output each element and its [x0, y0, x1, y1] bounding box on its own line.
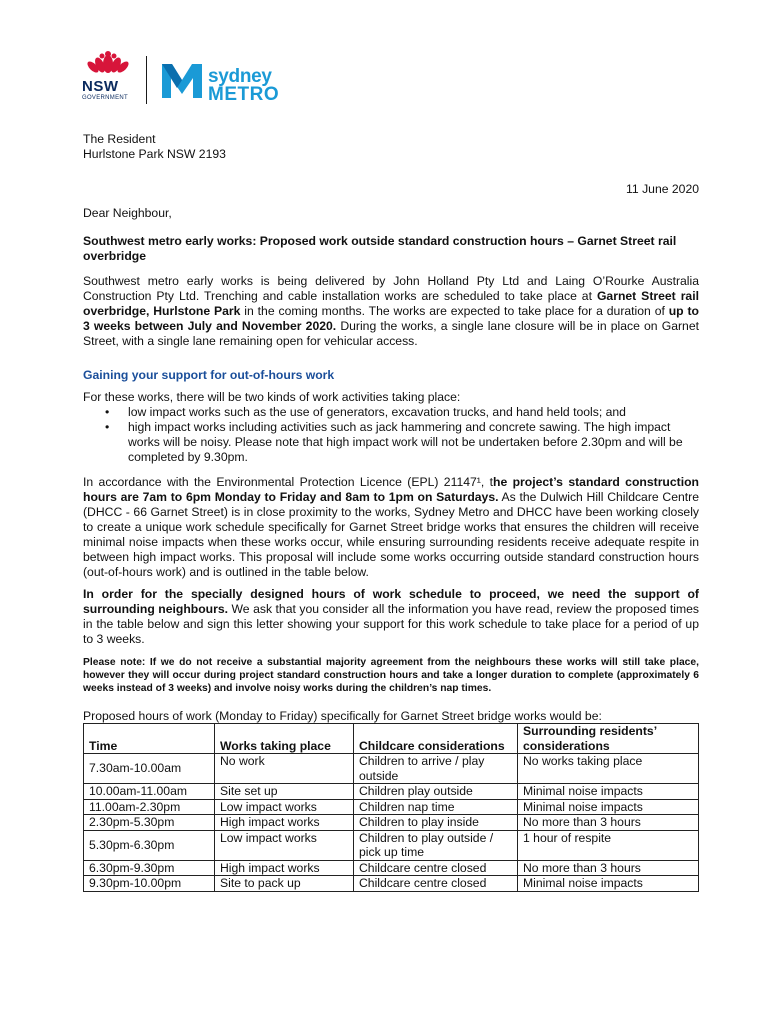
epl-text-c: As the Dulwich Hill Childcare Centre (DHCC - 66 Garnet Street) is in close proximity to the works, Sydney Metro and DHCC have been working closely to create a unique work schedule specifically for Garnet Street bridge works that ensures the children will receive minimal noise impacts when these works occur, while ensuring surrounding residents receive adequate respite in between high impact works. This proposal will include some works occurring outside standard construction hours (out-of-hours work) and is outlined in the table below. — [83, 490, 699, 579]
cell-time: 6.30pm-9.30pm — [84, 860, 215, 876]
nsw-logo-text: NSW — [82, 78, 119, 95]
table-row — [84, 784, 699, 800]
metro-logo-line2: METRO — [208, 84, 280, 105]
cell-residents: Minimal noise impacts — [518, 876, 699, 892]
cell-residents: 1 hour of respite — [518, 830, 699, 860]
cell-childcare: Children to play inside — [354, 815, 518, 831]
table-row — [84, 799, 699, 815]
address-line-1: The Resident — [83, 132, 156, 146]
cell-works: Site set up — [215, 784, 354, 800]
cell-residents: Minimal noise impacts — [518, 799, 699, 815]
cell-works: Low impact works — [215, 830, 354, 860]
cell-childcare: Childcare centre closed — [354, 860, 518, 876]
cell-residents: No more than 3 hours — [518, 860, 699, 876]
list-item: • low impact works such as the use of generators, excavation trucks, and hand held tools; and — [83, 405, 699, 420]
table-row — [84, 830, 699, 860]
cell-works: No work — [215, 754, 354, 784]
address-line-2: Hurlstone Park NSW 2193 — [83, 147, 226, 161]
table-header-row — [84, 724, 699, 754]
cell-time: 7.30am-10.00am — [84, 754, 215, 784]
header-residents: Surrounding residents’ considerations — [518, 724, 699, 754]
cell-works: High impact works — [215, 860, 354, 876]
cell-time: 11.00am-2.30pm — [84, 799, 215, 815]
header-works: Works taking place — [215, 724, 354, 754]
intro-text-e: During the works, a single lane closure will be in place on Garnet Street, with a single lane remaining open for vehicular access. — [83, 319, 699, 348]
metro-m-icon — [160, 58, 204, 102]
intro-duration: up to 3 weeks between July and November 2020. — [83, 304, 700, 333]
cell-childcare: Children play outside — [354, 784, 518, 800]
intro-text-c: in the coming months. The works are expected to take place for a duration of — [240, 304, 669, 318]
cell-works: Low impact works — [215, 799, 354, 815]
support-request: In order for the specially designed hours of work schedule to proceed, we need the support of surrounding neighbours. — [83, 587, 699, 616]
epl-text-a: In accordance with the Environmental Protection Licence (EPL) 21147¹, t — [83, 475, 493, 489]
table-caption: Proposed hours of work (Monday to Friday) specifically for Garnet Street bridge works would be: — [83, 709, 602, 723]
metro-logo-line1: sydney — [208, 66, 272, 87]
cell-residents: Minimal noise impacts — [518, 784, 699, 800]
cell-works: High impact works — [215, 815, 354, 831]
cell-residents: No works taking place — [518, 754, 699, 784]
section-heading: Gaining your support for out-of-hours work — [83, 368, 335, 382]
epl-standard-hours: he project’s standard construction hours are 7am to 6pm Monday to Friday and 8am to 1pm on Saturdays. — [83, 475, 699, 504]
hours-table — [83, 723, 699, 892]
table-row — [84, 754, 699, 784]
cell-childcare: Children nap time — [354, 799, 518, 815]
recipient-address — [83, 132, 699, 162]
activities-intro: For these works, there will be two kinds of work activities taking place: — [83, 390, 461, 404]
cell-childcare: Children to arrive / play outside — [354, 754, 518, 784]
epl-paragraph — [83, 475, 699, 580]
list-item: • high impact works including activities such as jack hammering and concrete sawing. The high impact works will be noisy. Please note that high impact work will not be undertaken before 2.30pm and will be completed by 9.30pm. — [83, 420, 699, 465]
cell-childcare: Children to play outside / pick up time — [354, 830, 518, 860]
activities-list — [83, 405, 699, 465]
intro-location: Garnet Street rail overbridge, Hurlstone Park — [83, 289, 699, 318]
nsw-government-logo — [80, 50, 136, 106]
cell-childcare: Childcare centre closed — [354, 876, 518, 892]
support-paragraph — [83, 587, 699, 647]
letter-heading: Southwest metro early works: Proposed work outside standard construction hours – Garnet Street rail overbridge — [83, 234, 677, 263]
cell-time: 9.30pm-10.00pm — [84, 876, 215, 892]
logo-divider — [146, 56, 147, 104]
letter-date: 11 June 2020 — [626, 182, 699, 196]
salutation: Dear Neighbour, — [83, 206, 172, 220]
table-row — [84, 876, 699, 892]
intro-paragraph — [83, 274, 699, 349]
waratah-icon — [86, 50, 130, 78]
sydney-metro-logo — [160, 58, 280, 107]
table-row — [84, 815, 699, 831]
table-row — [84, 860, 699, 876]
cell-works: Site to pack up — [215, 876, 354, 892]
cell-residents: No more than 3 hours — [518, 815, 699, 831]
support-text-b: We ask that you consider all the information you have read, review the proposed times in the table below and sign this letter showing your support for this work schedule to take place for a period of up to 3 weeks. — [83, 602, 700, 646]
header-time: Time — [84, 724, 215, 754]
cell-time: 2.30pm-5.30pm — [84, 815, 215, 831]
please-note: Please note: If we do not receive a substantial majority agreement from the neighbours these works will still take place, however they will occur during project standard construction hours and take a longer duration to complete (approximately 6 weeks instead of 3 weeks) and involve noisy works during the children’s nap times. — [83, 657, 699, 694]
header-childcare: Childcare considerations — [354, 724, 518, 754]
cell-time: 5.30pm-6.30pm — [84, 830, 215, 860]
cell-time: 10.00am-11.00am — [84, 784, 215, 800]
intro-text-a: Southwest metro early works is being delivered by John Holland Pty Ltd and Laing O’Rourke Australia Construction Pty Ltd. Trenching and cable installation works are scheduled to take place at — [83, 274, 699, 303]
nsw-logo-subtext: GOVERNMENT — [82, 95, 129, 101]
